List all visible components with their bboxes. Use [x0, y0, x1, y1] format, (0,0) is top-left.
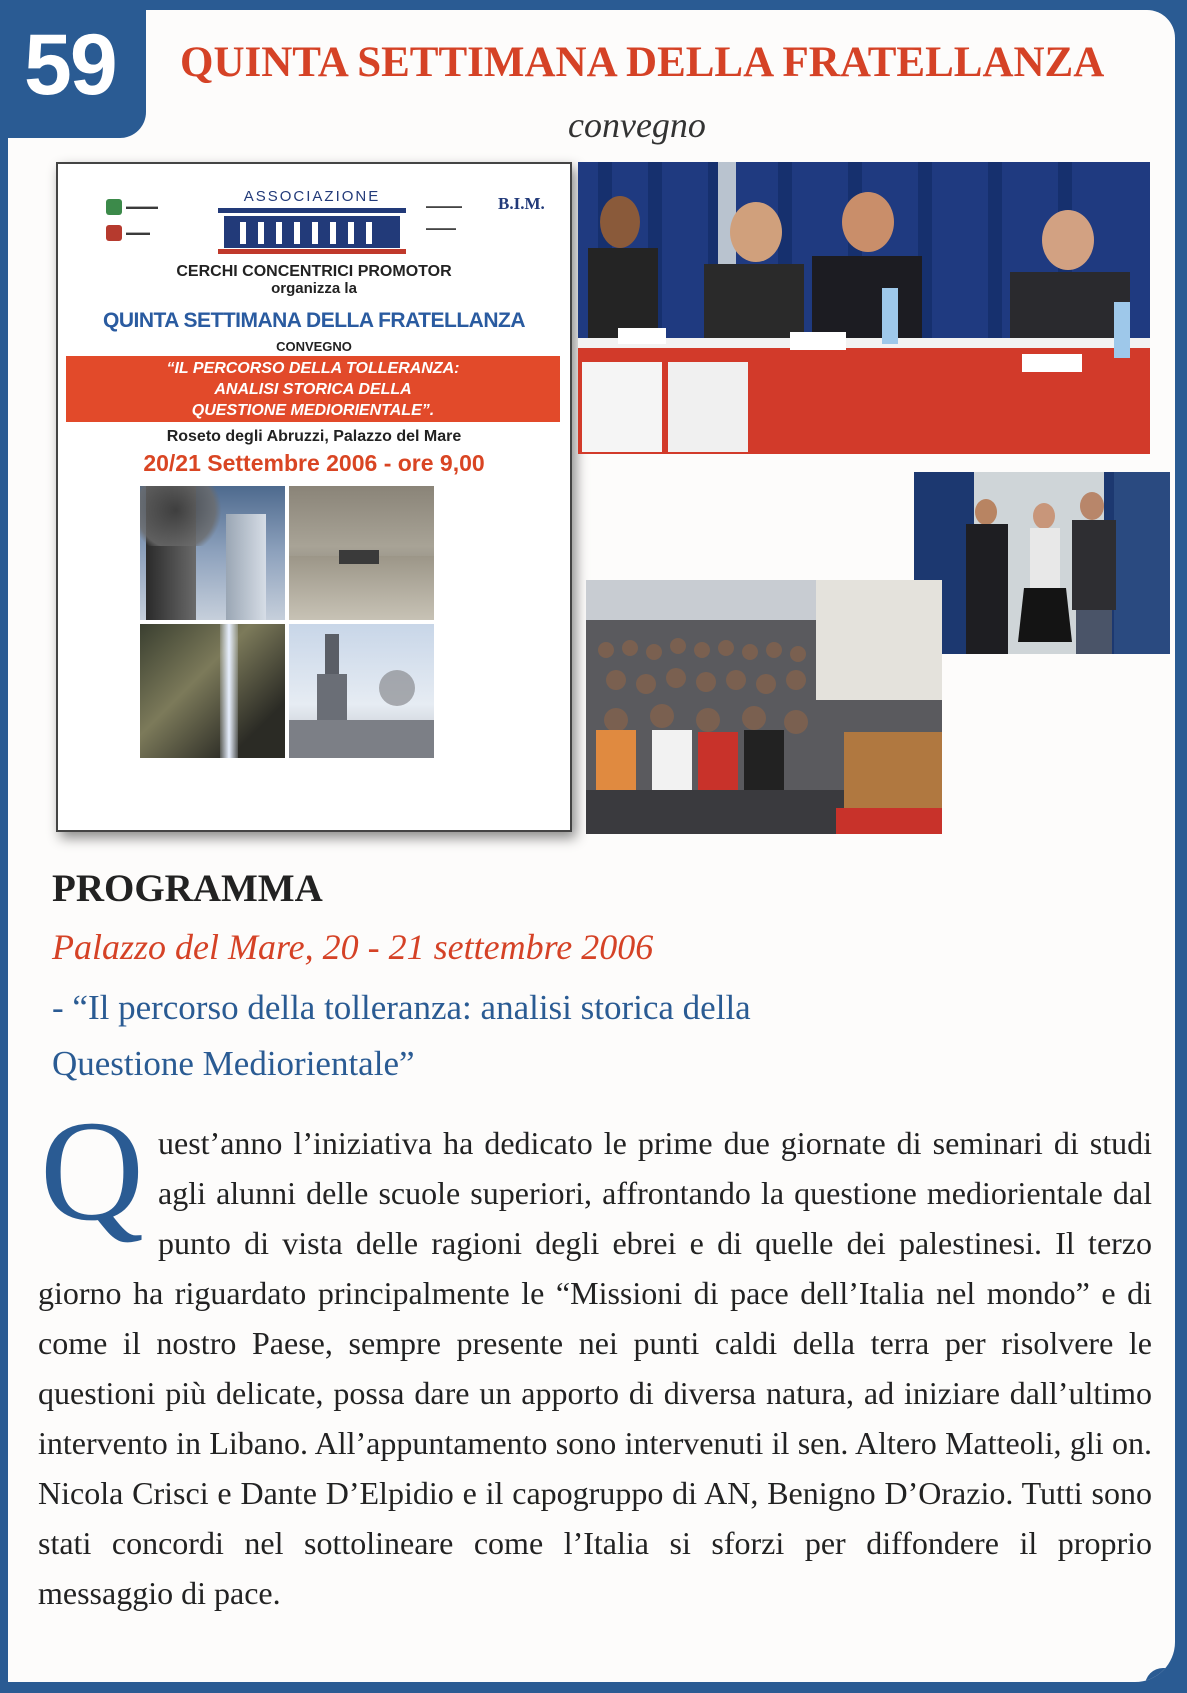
poster-organizes: organizza la — [271, 280, 357, 297]
article-dropcap: Q — [40, 1092, 144, 1251]
poster-photo-street-debris — [289, 486, 434, 620]
poster-date: 20/21 Settembre 2006 - ore 9,00 — [143, 450, 485, 476]
page-number-tab — [8, 10, 146, 138]
poster-association: ASSOCIAZIONE — [243, 188, 381, 205]
programma-date: Palazzo del Mare, 20 - 21 settembre 2006 — [52, 927, 654, 967]
poster-photo-skyline — [289, 624, 434, 758]
page-subtitle: convegno — [568, 105, 706, 145]
programma-item-line2: Questione Mediorientale” — [52, 1044, 415, 1083]
poster-theme-box — [66, 356, 560, 422]
presenters-illustration — [914, 472, 1170, 654]
poster-left-logos: ▬▬▬▬ ▬▬▬ — [106, 194, 216, 246]
poster-organizer: CERCHI CONCENTRICI PROMOTOR — [176, 263, 452, 280]
programma-item-line1: - “Il percorso della tolleranza: analisi storica della — [52, 988, 751, 1027]
poster-place: Roseto degli Abruzzi, Palazzo del Mare — [166, 428, 462, 445]
speakers-panel-illustration — [578, 162, 1150, 454]
photo-audience — [586, 580, 942, 834]
programma-item — [52, 980, 1052, 1092]
photo-speakers-panel — [578, 162, 1150, 454]
audience-illustration — [586, 580, 942, 834]
page-title: QUINTA SETTIMANA DELLA FRATELLANZA — [180, 39, 1105, 86]
poster-bim-logo: B.I.M. — [498, 194, 545, 213]
poster-event-title: QUINTA SETTIMANA DELLA FRATELLANZA — [102, 309, 525, 332]
poster-photo-collapse — [140, 624, 285, 758]
poster-theme-line3: QUESTIONE MEDIORIENTALE”. — [191, 402, 435, 419]
magazine-page — [8, 10, 1175, 1682]
poster-photo-towers-smoke — [140, 486, 285, 620]
page-number: 59 — [24, 17, 116, 113]
programma-heading: PROGRAMMA — [52, 867, 323, 910]
article-body — [38, 1092, 1152, 1618]
poster-photo-grid — [140, 486, 434, 758]
page-corner-tab — [1145, 1668, 1175, 1682]
poster-theme-line2: ANALISI STORICA DELLA — [214, 381, 412, 398]
event-poster — [56, 162, 572, 832]
poster-theme-line1: “IL PERCORSO DELLA TOLLERANZA: — [166, 360, 460, 377]
article-text: uest’anno l’iniziativa ha dedicato le prime due giornate di seminari di studi agli alunni delle scuole superiori, affrontando la questione mediorientale dal punto di vista delle ragioni degli ebrei e di quelle dei palestinesi. Il terzo giorno ha riguardato principalmente le “Missioni di pace dell’Italia nel mondo” e di come il nostro Paese, sempre presente nei punti caldi della terra per risolvere le questioni più delicate, possa dare un apporto di diversa natura, ad iniziare dall’ultimo intervento in Libano. All’appuntamento sono intervenuti il sen. Altero Matteoli, gli on. Nicola Crisci e Dante D’Elpidio e il capogruppo di AN, Benigno D’Orazio. Tutti sono stati concordi nel sottolineare come l’Italia si sforzi per diffondere il proprio messaggio di pace. — [38, 1125, 1152, 1611]
poster-right-logos: ▬▬▬▬▬▬ ▬▬▬▬▬ — [426, 204, 462, 232]
poster-bridge-logo-icon — [218, 206, 406, 256]
photo-presenters — [914, 472, 1170, 654]
poster-convegno: CONVEGNO — [276, 339, 352, 354]
